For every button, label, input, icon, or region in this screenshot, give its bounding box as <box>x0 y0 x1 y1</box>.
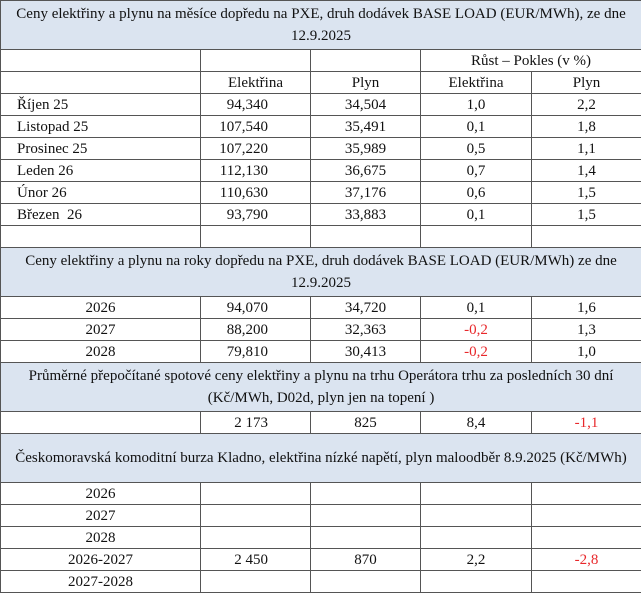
row-label: Únor 26 <box>1 182 201 204</box>
plyn-value: 34,720 <box>311 297 421 319</box>
plyn-change <box>532 571 641 593</box>
row-label: 2027 <box>1 319 201 341</box>
plyn-change: 1,4 <box>532 160 641 182</box>
table-row <box>1 182 641 204</box>
elektrina-value: 79,810 <box>201 341 311 363</box>
plyn-value <box>311 505 421 527</box>
elektrina-value: 2 173 <box>201 412 311 434</box>
elektrina-value <box>201 483 311 505</box>
plyn-change <box>532 527 641 549</box>
empty-cell <box>532 226 641 248</box>
plyn-change: 1,6 <box>532 297 641 319</box>
section1-title: Ceny elektřiny a plynu na měsíce dopředu na PXE, druh dodávek BASE LOAD (EUR/MWh), ze dne 12.9.2025 <box>1 1 641 50</box>
plyn-change: 1,8 <box>532 116 641 138</box>
table-row <box>1 138 641 160</box>
plyn-value: 35,989 <box>311 138 421 160</box>
section2-title: Ceny elektřiny a plynu na roky dopředu na PXE, druh dodávek BASE LOAD (EUR/MWh) ze dne 12.9.2025 <box>1 248 641 297</box>
empty-cell <box>1 412 201 434</box>
row-label: Březen 26 <box>1 204 201 226</box>
table-row <box>1 483 641 505</box>
elektrina-value <box>201 527 311 549</box>
change-header: Růst – Pokles (v %) <box>421 50 641 72</box>
table-row <box>1 297 641 319</box>
plyn-change: -1,1 <box>532 412 641 434</box>
plyn-value: 32,363 <box>311 319 421 341</box>
empty-cell <box>311 50 421 72</box>
section3-title-row <box>1 363 641 412</box>
elektrina-value: 107,540 <box>201 116 311 138</box>
row-label: Prosinec 25 <box>1 138 201 160</box>
empty-row <box>1 226 641 248</box>
table-row <box>1 505 641 527</box>
elektrina-change: 0,1 <box>421 204 532 226</box>
elektrina-value: 88,200 <box>201 319 311 341</box>
section1-title-row <box>1 1 641 50</box>
plyn-value <box>311 571 421 593</box>
plyn-value: 36,675 <box>311 160 421 182</box>
col-header-elektrina: Elektřina <box>201 72 311 94</box>
plyn-value: 34,504 <box>311 94 421 116</box>
col-header-change-elektrina: Elektřina <box>421 72 532 94</box>
plyn-change: 1,3 <box>532 319 641 341</box>
elektrina-change: -0,2 <box>421 319 532 341</box>
plyn-value: 33,883 <box>311 204 421 226</box>
empty-cell <box>201 50 311 72</box>
elektrina-change: -0,2 <box>421 341 532 363</box>
plyn-change: -2,8 <box>532 549 641 571</box>
plyn-value <box>311 527 421 549</box>
row-label: 2026 <box>1 297 201 319</box>
elektrina-change: 0,1 <box>421 116 532 138</box>
plyn-change: 1,1 <box>532 138 641 160</box>
plyn-value: 35,491 <box>311 116 421 138</box>
empty-cell <box>201 226 311 248</box>
table-row <box>1 116 641 138</box>
section4-title: Českomoravská komoditní burza Kladno, elektřina nízké napětí, plyn maloodběr 8.9.2025 (Kč/MWh) <box>1 434 641 483</box>
col-header-change-plyn: Plyn <box>532 72 641 94</box>
row-label: 2027 <box>1 505 201 527</box>
row-label: 2027-2028 <box>1 571 201 593</box>
plyn-value <box>311 483 421 505</box>
section4-title-row <box>1 434 641 483</box>
row-label: 2028 <box>1 527 201 549</box>
elektrina-change: 0,6 <box>421 182 532 204</box>
plyn-value: 870 <box>311 549 421 571</box>
table-row <box>1 412 641 434</box>
elektrina-change: 2,2 <box>421 549 532 571</box>
plyn-change: 1,5 <box>532 204 641 226</box>
empty-cell <box>1 50 201 72</box>
table-row <box>1 341 641 363</box>
row-label: 2026 <box>1 483 201 505</box>
plyn-value: 825 <box>311 412 421 434</box>
elektrina-value: 110,630 <box>201 182 311 204</box>
elektrina-value: 107,220 <box>201 138 311 160</box>
plyn-change <box>532 483 641 505</box>
elektrina-change: 1,0 <box>421 94 532 116</box>
table-row <box>1 160 641 182</box>
elektrina-value: 93,790 <box>201 204 311 226</box>
table-row <box>1 527 641 549</box>
table-row <box>1 319 641 341</box>
table-row <box>1 571 641 593</box>
empty-cell <box>1 226 201 248</box>
empty-cell <box>311 226 421 248</box>
plyn-change <box>532 505 641 527</box>
elektrina-change: 0,5 <box>421 138 532 160</box>
elektrina-value: 2 450 <box>201 549 311 571</box>
section3-title: Průměrné přepočítané spotové ceny elektřiny a plynu na trhu Operátora trhu za posledních 30 dní (Kč/MWh, D02d, plyn jen na topení ) <box>1 363 641 412</box>
elektrina-change <box>421 505 532 527</box>
elektrina-change: 0,1 <box>421 297 532 319</box>
plyn-change: 1,0 <box>532 341 641 363</box>
empty-cell <box>421 226 532 248</box>
row-label: Říjen 25 <box>1 94 201 116</box>
elektrina-change: 0,7 <box>421 160 532 182</box>
elektrina-value: 112,130 <box>201 160 311 182</box>
row-label: Listopad 25 <box>1 116 201 138</box>
plyn-value: 37,176 <box>311 182 421 204</box>
elektrina-change <box>421 527 532 549</box>
plyn-value: 30,413 <box>311 341 421 363</box>
col-header-plyn: Plyn <box>311 72 421 94</box>
row-label: Leden 26 <box>1 160 201 182</box>
table-row <box>1 94 641 116</box>
elektrina-value: 94,070 <box>201 297 311 319</box>
table-row <box>1 549 641 571</box>
elektrina-value: 94,340 <box>201 94 311 116</box>
plyn-change: 2,2 <box>532 94 641 116</box>
row-label: 2028 <box>1 341 201 363</box>
table-row <box>1 204 641 226</box>
elektrina-value <box>201 505 311 527</box>
section1-column-header-row <box>1 72 641 94</box>
elektrina-change <box>421 571 532 593</box>
elektrina-change: 8,4 <box>421 412 532 434</box>
elektrina-value <box>201 571 311 593</box>
section2-title-row <box>1 248 641 297</box>
plyn-change: 1,5 <box>532 182 641 204</box>
row-label: 2026-2027 <box>1 549 201 571</box>
empty-cell <box>1 72 201 94</box>
section1-change-header-row <box>1 50 641 72</box>
elektrina-change <box>421 483 532 505</box>
